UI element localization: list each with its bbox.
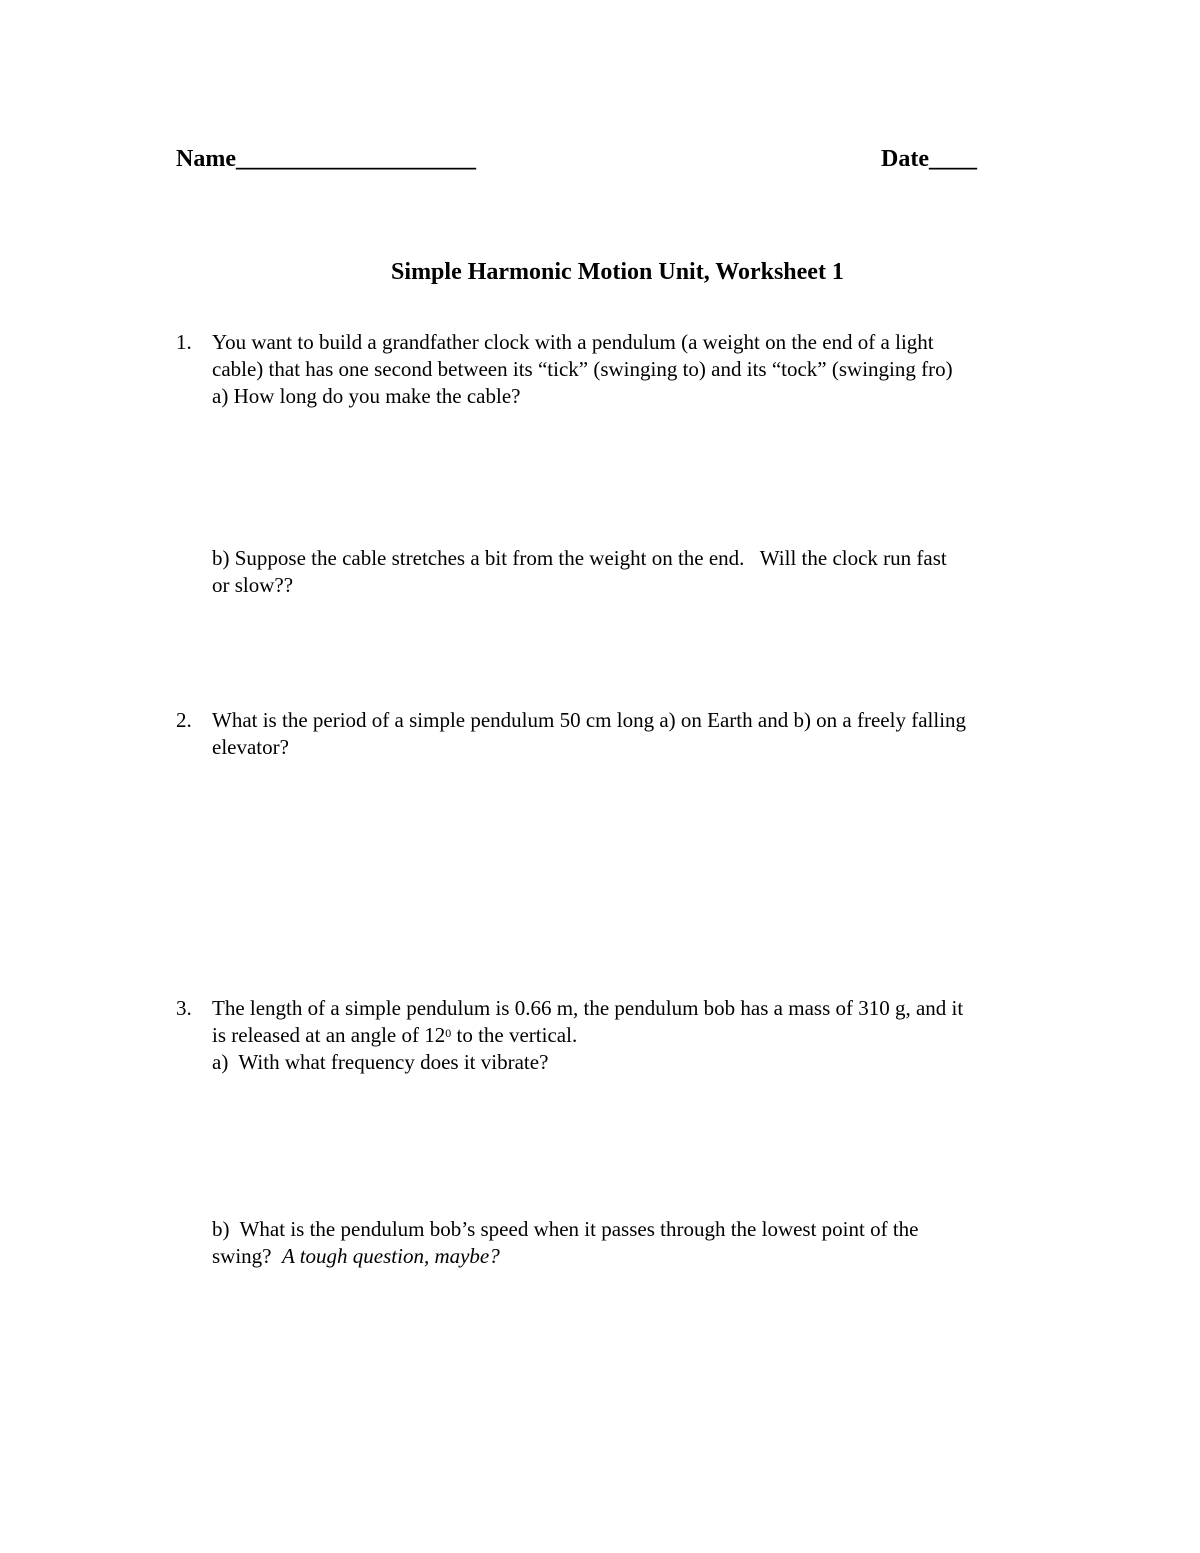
question-3-part-b-text: swing? [212, 1244, 282, 1268]
question-1-number: 1. [176, 330, 192, 354]
question-2-line-2: elevator? [212, 735, 289, 759]
question-1-part-b-line-2: or slow?? [212, 573, 294, 597]
question-2-line-1: What is the period of a simple pendulum 50 cm long a) on Earth and b) on a freely falling [212, 708, 967, 732]
question-3-line-2-text: is released at an angle of 12 [212, 1023, 446, 1047]
question-3-part-a: a) With what frequency does it vibrate? [212, 1050, 549, 1074]
question-3-part-b-line-2 [212, 1243, 500, 1270]
question-3-line-2 [212, 1022, 577, 1049]
date-field-label: Date____ [881, 146, 977, 172]
question-3-line-1: The length of a simple pendulum is 0.66 m, the pendulum bob has a mass of 310 g, and it [212, 996, 964, 1020]
question-2-number: 2. [176, 708, 192, 732]
name-field-label: Name____________________ [176, 146, 476, 172]
question-3-part-b-line-1: b) What is the pendulum bob’s speed when it passes through the lowest point of the [212, 1217, 919, 1241]
degree-superscript: 0 [445, 1026, 452, 1040]
question-1-line-2: cable) that has one second between its “tick” (swinging to) and its “tock” (swinging fro) [212, 357, 953, 381]
question-1-part-a: a) How long do you make the cable? [212, 384, 521, 408]
question-3-number: 3. [176, 996, 192, 1020]
question-3-part-b-italic-note: A tough question, maybe? [282, 1244, 500, 1268]
question-3-line-2-tail: to the vertical. [451, 1023, 578, 1047]
question-1-part-b-line-1: b) Suppose the cable stretches a bit from the weight on the end. Will the clock run fast [212, 546, 947, 570]
worksheet-title: Simple Harmonic Motion Unit, Worksheet 1 [391, 259, 844, 285]
question-1-line-1: You want to build a grandfather clock with a pendulum (a weight on the end of a light [212, 330, 934, 354]
